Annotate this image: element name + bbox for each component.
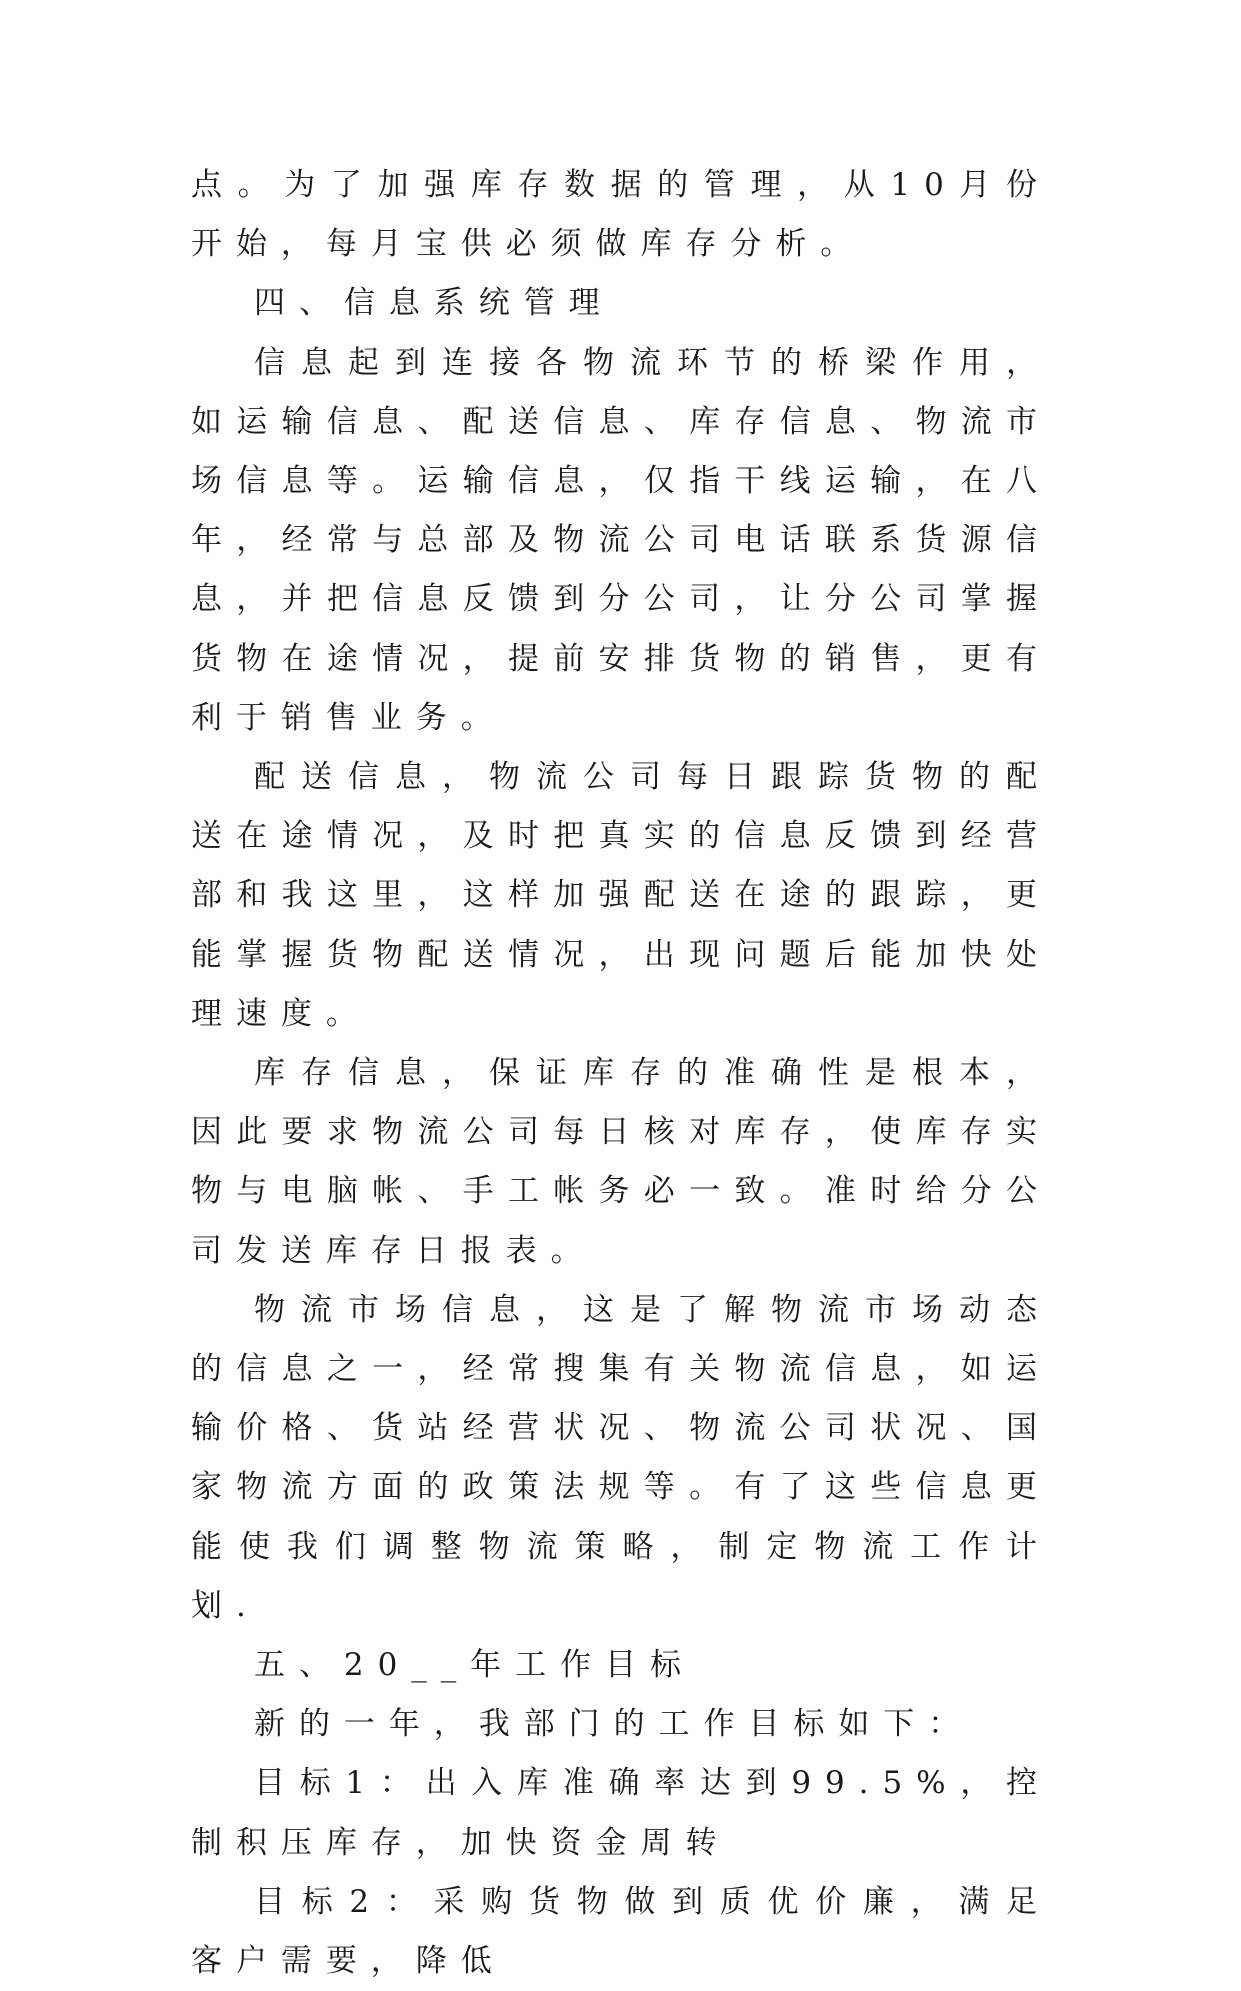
paragraph-goal-2: 目标2：采购货物做到质优价廉，满足客户需要，降低 [191,1883,1051,1980]
paragraph-info-bridge: 信息起到连接各物流环节的桥梁作用，如运输信息、配送信息、库存信息、物流市场信息等。运输信息，仅指干线运输，在八年，经常与总部及物流公司电话联系货源信息，并把信息反馈到分公司，让分公司掌握货物在途情况，提前安排货物的销售，更有利于销售业务。 [191,344,1051,736]
section-heading-info-system: 四、信息系统管理 [254,285,614,322]
paragraph-goals-intro: 新的一年，我部门的工作目标如下： [254,1706,974,1743]
paragraph-goal-1: 目标1：出入库准确率达到99.5%，控制积压库存，加快资金周转 [191,1765,1051,1861]
paragraph-market-info: 物流市场信息，这是了解物流市场动态的信息之一，经常搜集有关物流信息，如运输价格、货站经营状况、物流公司状况、国家物流方面的政策法规等。有了这些信息更能使我们调整物流策略，制定物流工作计划. [191,1291,1051,1624]
paragraph-inventory-info: 库存信息，保证库存的准确性是根本，因此要求物流公司每日核对库存，使库存实物与电脑帐、手工帐务必一致。准时给分公司发送库存日报表。 [191,1055,1051,1269]
paragraph-delivery-info: 配送信息，物流公司每日跟踪货物的配送在途情况，及时把真实的信息反馈到经营部和我这里，这样加强配送在途的跟踪，更能掌握货物配送情况，出现问题后能加快处理速度。 [191,759,1051,1032]
section-heading-work-goals: 五、20__年工作目标 [254,1647,695,1684]
document-page [191,156,1051,1991]
paragraph-continuation: 点。为了加强库存数据的管理，从10月份开始，每月宝供必须做库存分析。 [191,167,1051,263]
